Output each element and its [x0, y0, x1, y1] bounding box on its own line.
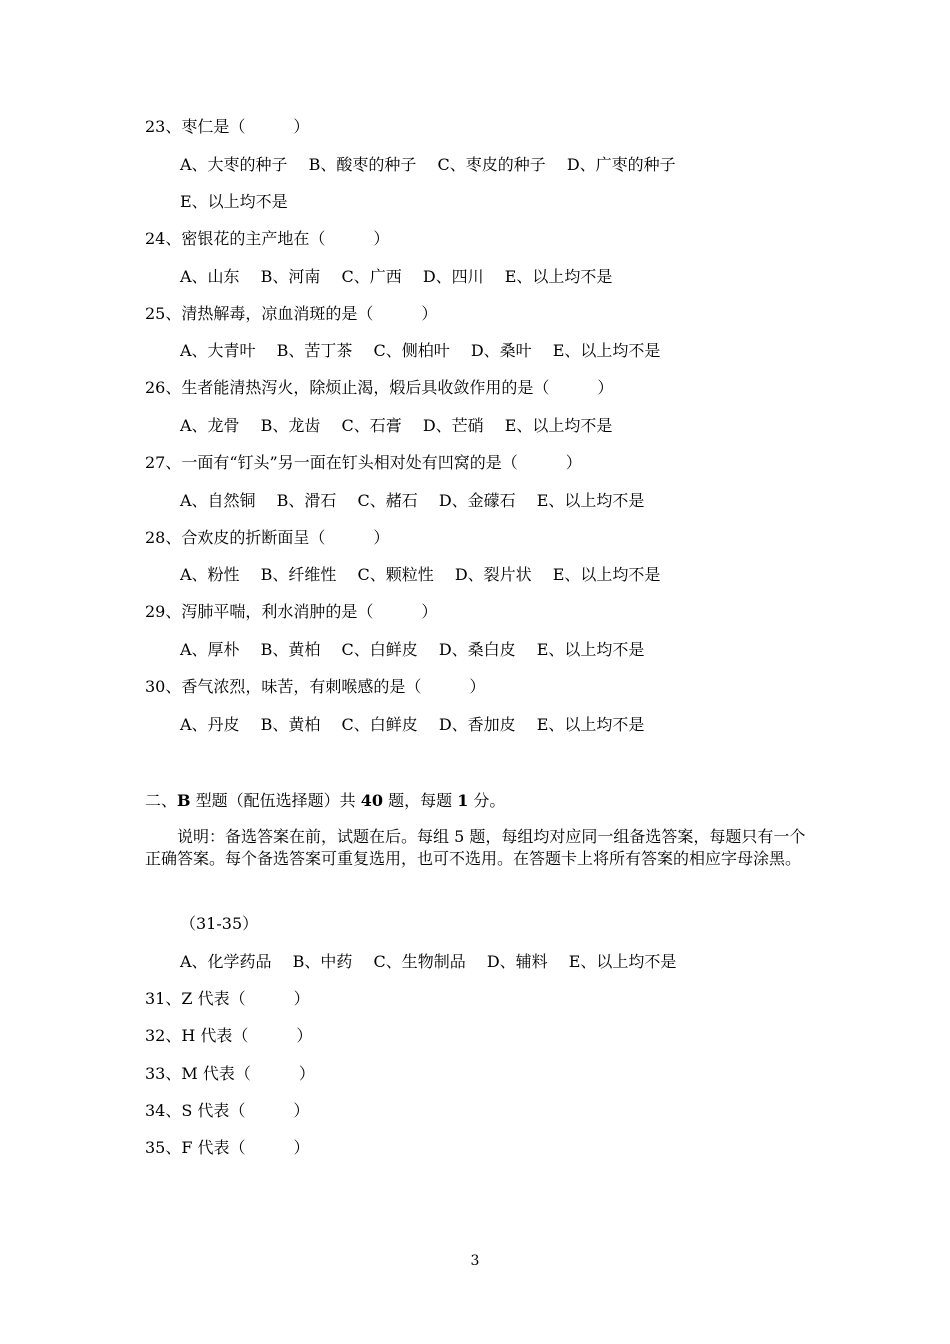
question-27-stem: 27、一面有“钉头”另一面在钉头相对处有凹窝的是（ ）	[145, 453, 582, 472]
question-23-options-e: E、以上均不是	[180, 192, 288, 211]
question-24-stem: 24、密银花的主产地在（ ）	[145, 229, 390, 248]
question-29-stem: 29、泻肺平喘，利水消肿的是（ ）	[145, 602, 438, 621]
question-26-stem: 26、生者能清热泻火，除烦止渴，煅后具收敛作用的是（ ）	[145, 378, 614, 397]
question-27-options: A、自然铜 B、滑石 C、赭石 D、金礞石 E、以上均不是	[180, 491, 645, 510]
section-b-instructions: 说明：备选答案在前，试题在后。每组 5 题，每组均对应同一组备选答案，每题只有一个正确答案。每个备选答案可重复选用，也可不选用。在答题卡上将所有答案的相应字母涂黑。	[145, 827, 806, 868]
question-23-stem: 23、枣仁是（ ）	[145, 117, 310, 136]
question-23-options: A、大枣的种子 B、酸枣的种子 C、枣皮的种子 D、广枣的种子	[180, 155, 676, 174]
question-31-stem: 31、Z 代表（ ）	[145, 989, 310, 1008]
group-label: （31-35）	[180, 914, 259, 933]
question-29-options: A、厚朴 B、黄柏 C、白鲜皮 D、桑白皮 E、以上均不是	[180, 640, 645, 659]
question-32-stem: 32、H 代表（ ）	[145, 1026, 313, 1045]
question-33-stem: 33、M 代表（ ）	[145, 1064, 315, 1083]
question-28-stem: 28、合欢皮的折断面呈（ ）	[145, 528, 390, 547]
question-25-options: A、大青叶 B、苦丁茶 C、侧柏叶 D、桑叶 E、以上均不是	[180, 341, 661, 360]
question-30-options: A、丹皮 B、黄柏 C、白鲜皮 D、香加皮 E、以上均不是	[180, 715, 645, 734]
question-30-stem: 30、香气浓烈，味苦，有刺喉感的是（ ）	[145, 677, 486, 696]
group-options: A、化学药品 B、中药 C、生物制品 D、辅料 E、以上均不是	[180, 952, 677, 971]
question-35-stem: 35、F 代表（ ）	[145, 1138, 310, 1157]
page-number: 3	[470, 1253, 480, 1269]
question-28-options: A、粉性 B、纤维性 C、颗粒性 D、裂片状 E、以上均不是	[180, 565, 661, 584]
question-25-stem: 25、清热解毒，凉血消斑的是（ ）	[145, 304, 438, 323]
question-34-stem: 34、S 代表（ ）	[145, 1101, 310, 1120]
question-24-options: A、山东 B、河南 C、广西 D、四川 E、以上均不是	[180, 267, 613, 286]
question-26-options: A、龙骨 B、龙齿 C、石膏 D、芒硝 E、以上均不是	[180, 416, 613, 435]
section-b-heading: 二、B 型题（配伍选择题）共 40 题，每题 1 分。	[145, 791, 506, 810]
